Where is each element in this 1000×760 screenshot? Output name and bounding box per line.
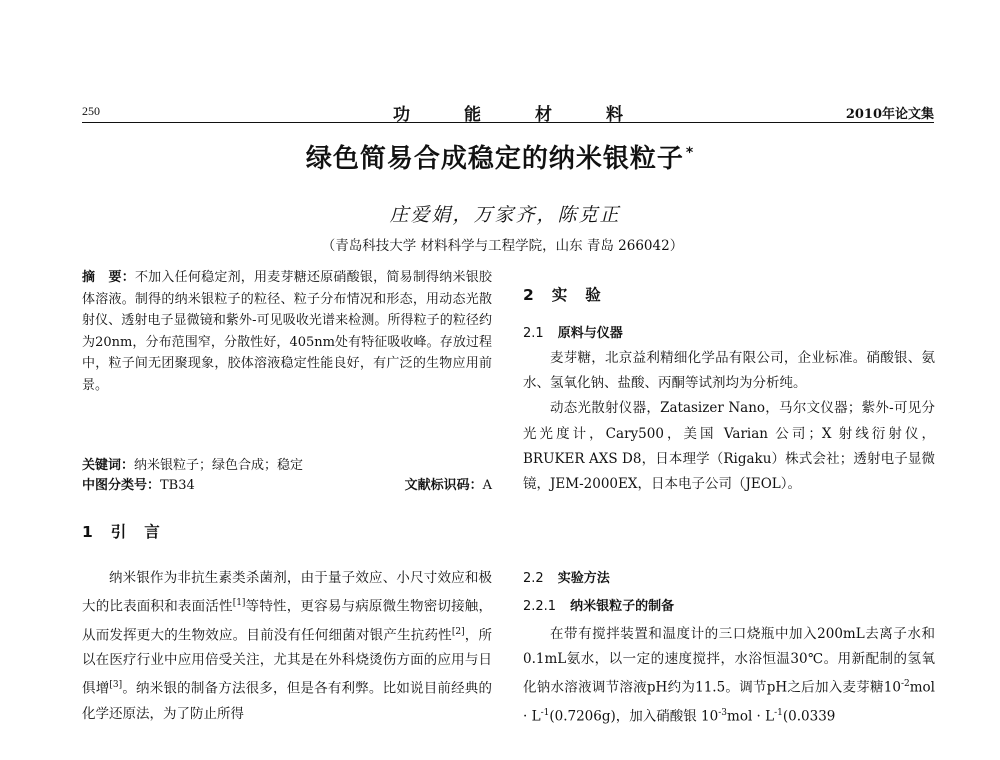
document-code: 文献标识码：A (404, 478, 492, 493)
classification-value: TB34 (160, 478, 195, 493)
article-title: 绿色简易合成稳定的纳米银粒子 * (305, 144, 695, 174)
subsection-2-1-heading: 2.1 原料与仪器 (523, 326, 623, 341)
citation: [3] (109, 680, 123, 690)
title-footnote-mark: * (685, 145, 695, 162)
paragraph: 在带有搅拌装置和温度计的三口烧瓶中加入200mL去离子水和0.1mL氨水，以一定的速度搅拌，水浴恒温30℃。用新配制的氢氧化钠水溶液调节溶液pH约为11.5。调节pH之后加入麦芽糖$10^{-2}mol \cdot L^{-1}(0.7206g)$，加入硝酸银 $10^{-3}mol \cdot L^{-1}(0.0339$ (523, 626, 935, 724)
paragraph: 麦芽糖，北京益利精细化学品有限公司，企业标准。硝酸银、氨水、氢氧化钠、盐酸、丙酮等试剂均为分析纯。 (523, 350, 935, 392)
citation: [2] (451, 626, 465, 637)
subsection-2-1-body (523, 346, 935, 497)
paragraph: 动态光散射仪器，Zatasizer Nano，马尔文仪器；紫外-可见分光光度计，Cary500，美国 Varian 公司；X 射线衍射仪，BRUKER AXS D8，日本理学（Rigaku）株式会社；透射电子显微镜，JEM-2000EX，日本电子公司（JEOL）。 (523, 400, 935, 493)
section-1-body (82, 566, 492, 727)
abstract (82, 267, 492, 397)
paragraph: 纳米银作为非抗生素类杀菌剂，由于量子效应、小尺寸效应和极大的比表面积和表面活性[1]等特性，更容易与病原微生物密切接触，从而发挥更大的生物效应。目前没有任何细菌对银产生抗药性[2]，所以在医疗行业中应用倍受关注，尤其是在外科烧烫伤方面的应用与日俱增[3]。纳米银的制备方法很多，但是各有利弊。比如说目前经典的化学还原法，为了防止所得 (82, 570, 493, 722)
keywords-block (82, 456, 492, 498)
subsection-2-2-1-body (523, 622, 935, 729)
abstract-text: 不加入任何稳定剂，用麦芽糖还原硝酸银，简易制得纳米银胶体溶液。制得的纳米银粒子的粒径、粒子分布情况和形态，用动态光散射仪、透射电子显微镜和紫外-可见吸收光谱来检测。所得粒子的粒径约为20nm，分布范围窄，分散性好，405nm处有特征吸收峰。存放过程中，粒子间无团聚现象，胶体溶液稳定性能良好，有广泛的生物应用前景。 (82, 270, 492, 393)
keywords-label: 关键词： (82, 458, 135, 473)
keywords-text: 纳米银粒子；绿色合成；稳定 (134, 458, 304, 473)
header-rule (82, 122, 934, 123)
classification-label: 中图分类号： (82, 478, 161, 493)
journal-name: 功能材料 (393, 105, 677, 125)
abstract-label: 摘 要： (82, 270, 135, 285)
subsection-2-2-heading: 2.2 实验方法 (523, 571, 610, 586)
citation: [1] (232, 598, 246, 608)
section-1-heading: 1 引言 (82, 523, 178, 541)
page-number: 250 (82, 104, 100, 118)
collection-label: 2010年论文集 (845, 107, 934, 122)
affiliation: （青岛科技大学 材料科学与工程学院，山东 青岛 266042） (321, 238, 684, 254)
authors: 庄爱娟，万家齐，陈克正 (389, 204, 621, 226)
section-2-heading: 2 实验 (523, 286, 619, 304)
classification-row (82, 476, 492, 498)
running-header (82, 100, 934, 125)
subsection-2-2-1-heading: 2.2.1 纳米银粒子的制备 (523, 599, 675, 614)
